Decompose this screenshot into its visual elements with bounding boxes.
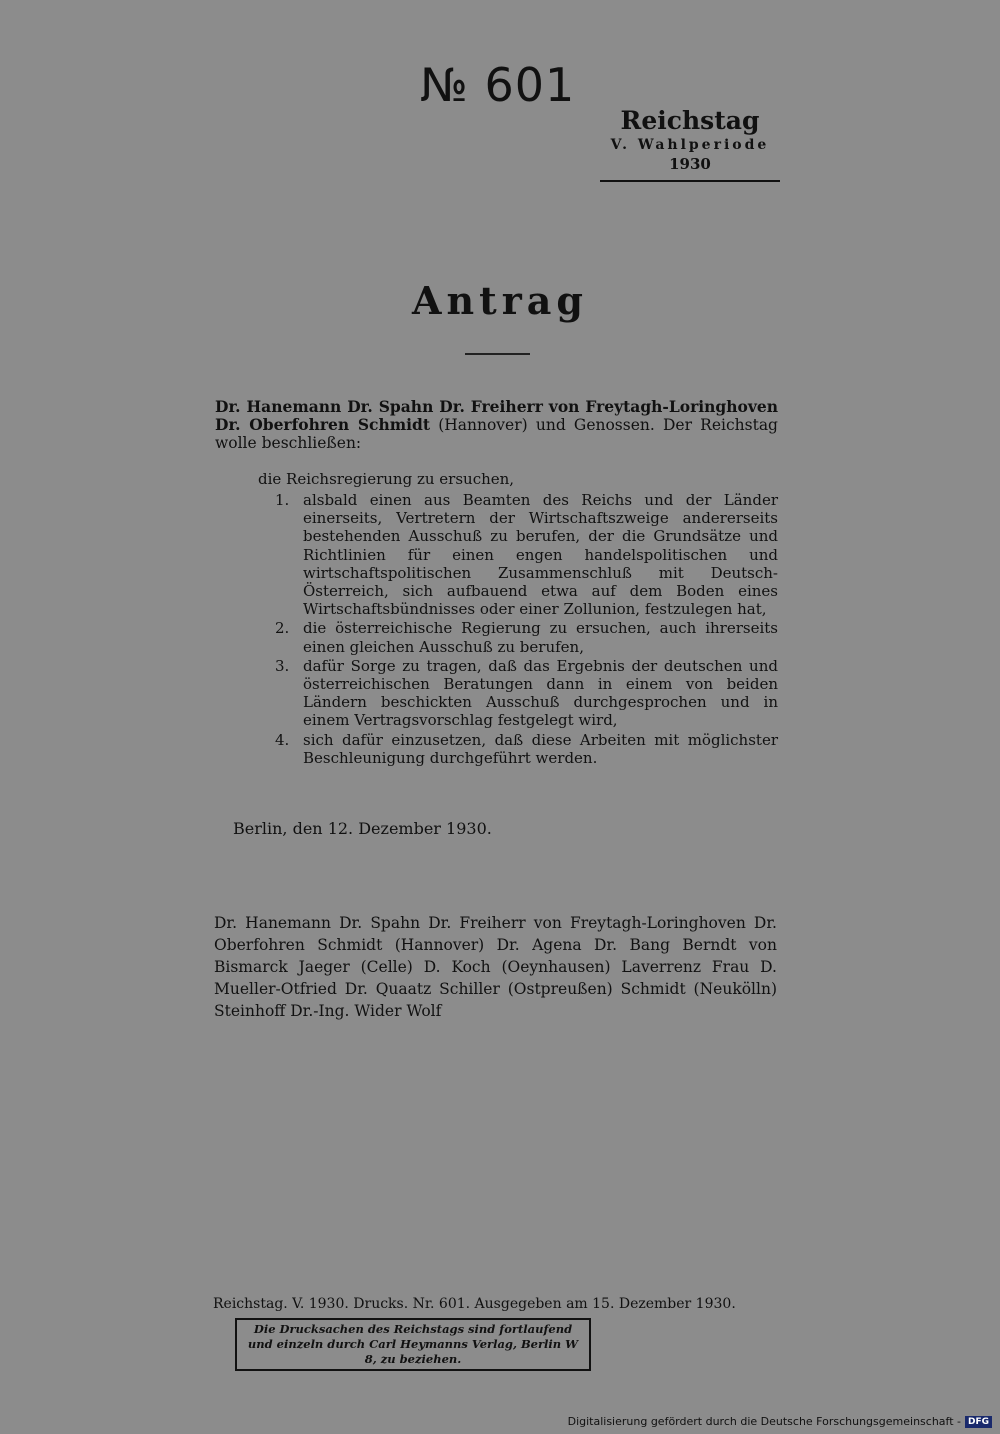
series-block	[600, 106, 780, 182]
year: 1930	[669, 155, 711, 173]
credit-text: Digitalisierung gefördert durch die Deutsche Forschungsgemeinschaft -	[567, 1415, 961, 1428]
authors-bold: Dr. Hanemann Dr. Spahn Dr. Freiherr von Freytagh-Loringhoven Dr. Oberfohren Schmidt	[215, 397, 778, 434]
place-date: Berlin, den 12. Dezember 1930.	[233, 819, 492, 838]
list-item	[275, 491, 778, 618]
request-intro: die Reichsregierung zu ersuchen,	[258, 470, 515, 488]
digitization-credit	[568, 1415, 992, 1428]
item-text: dafür Sorge zu tragen, daß das Ergebnis der deutschen und österreichischen Beratungen dann in einem von beiden Ländern beschickten Ausschuß durchgesprochen und in einem Vertragsvorschlag festgelegt wird,	[303, 656, 778, 730]
item-number: 2.	[275, 619, 290, 638]
item-number: 1.	[275, 491, 290, 509]
signatories: Dr. Hanemann Dr. Spahn Dr. Freiherr von Freytagh-Loringhoven Dr. Oberfohren Schmidt (Hannover) Dr. Agena Dr. Bang Berndt von Bismarck Jaeger (Celle) D. Koch (Oeynhausen) Laverrenz Frau D. Mueller-Otfried Dr. Quaatz Schiller (Ostpreußen) Schmidt (Neukölln) Steinhoff Dr.-Ing. Wider Wolf	[214, 914, 777, 1020]
item-text: die österreichische Regierung zu ersuchen, auch ihrerseits einen gleichen Ausschuß zu berufen,	[303, 619, 778, 656]
item-text: sich dafür einzusetzen, daß diese Arbeiten mit möglichster Beschleunigung durchgeführt werden.	[303, 730, 778, 767]
item-text: alsbald einen aus Beamten des Reichs und der Länder einerseits, Vertretern der Wirtschaftszweige andererseits bestehenden Ausschuß zu berufen, der die Grundsätze und Richtlinien für einen engen handelspolitischen und wirtschaftspolitischen Zusammenschluß mit Deutsch-Österreich, sich aufbauend etwa auf dem Boden eines Wirtschaftsbündnisses oder einer Zollunion, festzulegen hat,	[303, 491, 778, 619]
intro-paragraph	[215, 398, 778, 452]
page-title: Antrag	[412, 278, 588, 323]
list-item	[275, 657, 778, 730]
document-number: № 601	[420, 58, 576, 112]
legislative-period: V. Wahlperiode	[610, 137, 770, 153]
item-number: 4.	[275, 730, 290, 749]
footer-line: Reichstag. V. 1930. Drucks. Nr. 601. Ausgegeben am 15. Dezember 1930.	[213, 1296, 736, 1312]
request-items	[275, 491, 778, 768]
series-rule	[600, 180, 780, 182]
authors-rest: (Hannover) und Genossen. Der Reichstag wolle beschließen:	[215, 416, 778, 452]
list-item	[275, 731, 778, 767]
publisher-notice: Die Drucksachen des Reichstags sind fortlaufend und einzeln durch Carl Heymanns Verlag, Berlin W 8, zu beziehen.	[235, 1318, 591, 1371]
dfg-logo: DFG	[965, 1416, 992, 1428]
item-number: 3.	[275, 656, 290, 675]
title-rule	[465, 353, 530, 355]
parliament-name: Reichstag	[620, 106, 760, 135]
list-item	[275, 619, 778, 655]
